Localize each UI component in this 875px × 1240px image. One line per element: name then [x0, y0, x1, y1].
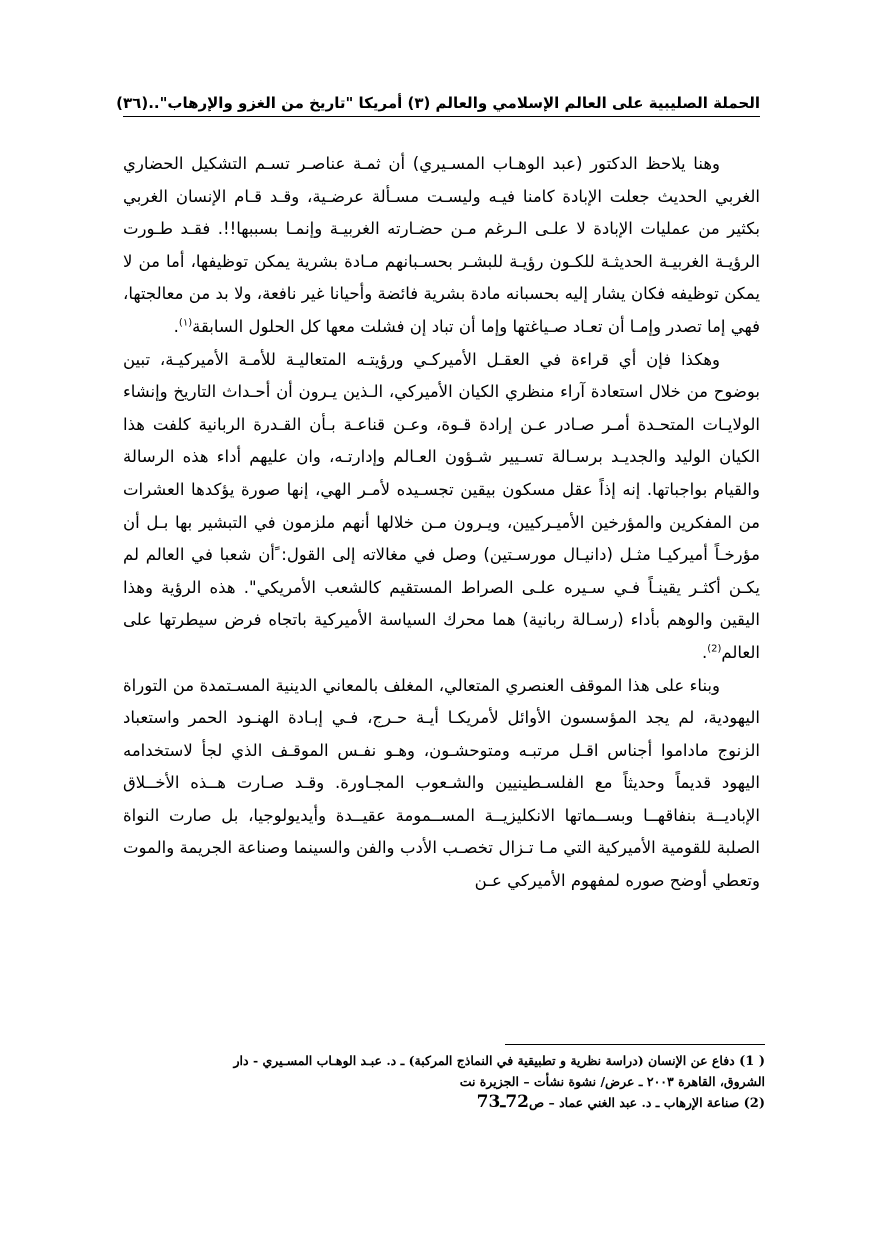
footnote-text: الشروق، القاهرة ٢٠٠٣ ـ عرض/ نشوة نشأت – الجزيرة نت [459, 1074, 765, 1089]
running-header [116, 86, 760, 117]
header-title: الحملة الصليبية على العالم الإسلامي والعالم (٣) أمريكا "تاريخ من الغزو والإرهاب".. [148, 94, 760, 112]
paragraph-end: . [701, 642, 708, 662]
paragraph-end: . [173, 316, 179, 336]
footnote-1-line-2 [110, 1072, 765, 1092]
footnote-marker: (2) [743, 1096, 765, 1111]
footnote-ref[interactable]: (١) [178, 317, 193, 329]
footnote-text: صناعة الإرهاب ـ د. عبد الغني عماد – ص [529, 1095, 740, 1110]
paragraph [123, 670, 760, 898]
paragraph-text: وهكذا فإن أي قراءة في العقـل الأميركـي ورؤيتـه المتعاليـة للأمـة الأميركيـة، تبين بوضوح من خلال استعادة آراء منظري الكيان الأميركي، الـذين يـرون أن أحـداث التاريخ وإنشاء الولايـات المتحـدة أمـر صـادر عـن إرادة قـوة، وعـن قناعـة بـأن القـدرة الربانية كلفت هذا الكيان الوليد والجديـد برسـالة تسـيير شـؤون العـالم وإدارتـه، وان عليهم أداء هذه الرسالة والقيام بواجباتها. إنه إذاً عقل مسكون بيقين تجسـيده لأمـر الهي، إنها صورة يؤكدها العشرات من المفكرين والمؤرخين الأميـركيين، ويـرون مـن خلالها أنهم ملزمون في التبشير بها بـل أن مؤرخـاً أميركيـا مثـل (دانيـال مورسـتين) وصل في مغالاته إلى القول: ًأن شعبا في العالم لم يكـن أكثـر يقينـاً فـي سـيره علـى الصراط المستقيم كالشعب الأمريكي". هذه الرؤية وهذا اليقين والوهم بأداء (رسـالة ربانية) هما محرك السياسة الأميركية باتجاه فرض سيطرتها على العالم [123, 349, 760, 662]
paragraph-text: وبناء على هذا الموقف العنصري المتعالي، المغلف بالمعاني الدينية المسـتمدة من التوراة اليهودية، لم يجد المؤسسون الأوائل لأمريكـا أيـة حـرج، فـي إبـادة الهنـود الحمر واستعباد الزنوج ماداموا أجناس اقـل مرتبـه ومتوحشـون، وهـو نفـس الموقـف الذي لجأ لاستخدامه اليهود قديماً وحديثاً مع الفلسـطينيين والشـعوب المجـاورة. وقـد صـارت هــذه الأخــلاق الإباديــة بنفاقهــا وبســماتها الانكليزيــة المســمومة عقيــدة وأيديولوجيا، بل صارت النواة الصلبة للقومية الأميركية التي مـا تـزال تخصـب الأدب والفن والسينما وصناعة الجريمة والموت وتعطي أوضح صوره لمفهوم الأميركي عـن [123, 675, 760, 891]
footnote-marker: ( 1) [739, 1054, 765, 1069]
footnote-2-line-1 [110, 1092, 765, 1114]
body-text [123, 148, 760, 898]
footnote-ref[interactable]: (2) [707, 643, 722, 655]
page-number: (٣٦) [116, 94, 149, 112]
footnote-text: دفاع عن الإنسان (دراسة نظرية و تطبيقية في النماذج المركبة) ـ د. عبـد الوهـاب المسـيري - دار [233, 1053, 735, 1068]
paragraph [123, 148, 760, 344]
footnote-separator [505, 1044, 765, 1045]
footnote-pages: 72ـ73 [476, 1092, 529, 1112]
footnote-1-line-1 [110, 1051, 765, 1072]
paragraph-text: وهنا يلاحظ الدكتور (عبد الوهـاب المسـيري) أن ثمـة عناصـر تسـم التشكيل الحضاري الغربي الحديث جعلت الإبادة كامنا فيـه وليسـت مسـألة عرضـية، وقـد قـام الإنسان الغربي بكثير من عمليات الإبادة لا علـى الـرغم مـن حضـارته الغربيـة وإنمـا بسببها!!. فقـد طـورت الرؤيـة الغربيـة الحديثـة للكـون رؤيـة للبشـر بحسـبانهم مـادة بشرية يمكن توظيفها، أما من لا يمكن توظيفه فكان يشار إليه بحسبانه مادة بشرية فائضة وأحيانا غير نافعة، ولا بد من معالجتها، فهي إما تصدر وإمـا أن تعـاد صـياغتها وإما أن تباد إن فشلت معها كل الحلول السابقة [123, 154, 760, 336]
footnotes [110, 1051, 765, 1114]
paragraph [123, 344, 760, 670]
